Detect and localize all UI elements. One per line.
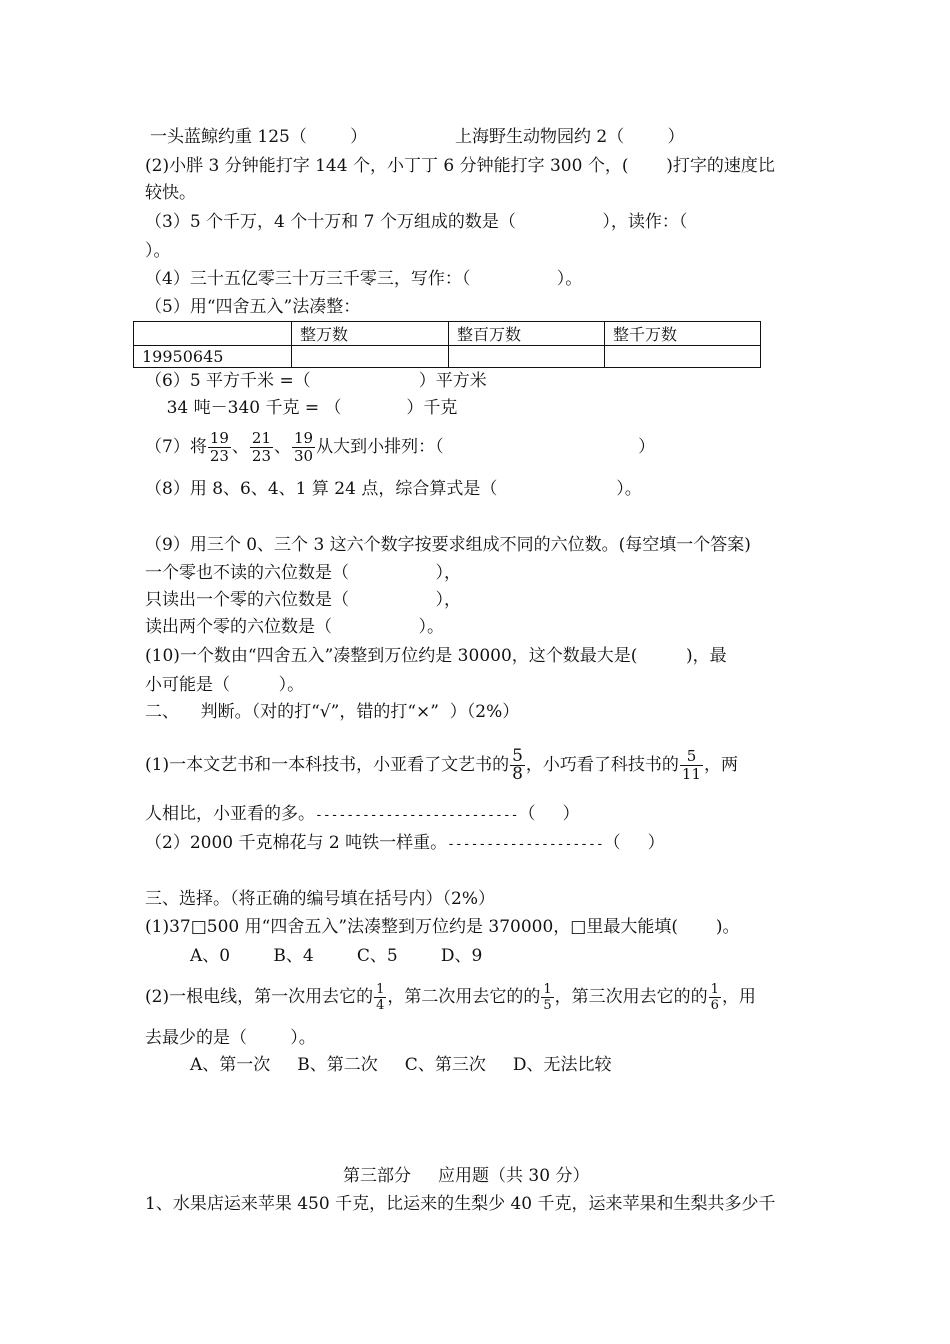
denominator: 4 (376, 998, 385, 1013)
dash-leader: -------------------------- (315, 808, 519, 823)
table-header-cell: 整万数 (292, 322, 449, 346)
denominator: 11 (681, 765, 702, 783)
c2-line2: 去最少的是（ ）。 (145, 1028, 316, 1048)
q9-c: 读出两个零的六位数是（ ）。 (145, 617, 444, 637)
table-cell (292, 346, 449, 368)
q5-line: （5）用“四舍五入”法凑整： (145, 297, 361, 317)
j1-prefix: (1)一本文艺书和一本科技书，小亚看了文艺书的 (145, 755, 510, 775)
denominator: 30 (294, 447, 314, 465)
part-3-heading: 第三部分 应用题（共 30 分） (343, 1166, 590, 1186)
q6-line1: （6）5 平方千米 =（ ）平方米 (145, 371, 487, 391)
table-header-row (134, 322, 761, 346)
separator: 、 (231, 437, 249, 457)
j1-suffix: ，两 (704, 755, 739, 775)
numerator: 5 (512, 746, 523, 766)
c2-line1 (145, 975, 756, 1019)
q10-line1: (10)一个数由“四舍五入”凑整到万位约是 30000，这个数最大是( )，最 (145, 646, 727, 666)
c2-middle-1: ，第二次用去它的的 (387, 987, 541, 1007)
answer-bracket: （ ） (603, 833, 665, 853)
fraction-21-23 (250, 430, 273, 465)
answer-bracket: （ ） (518, 804, 580, 824)
fraction-5-11 (680, 748, 703, 783)
q7-prefix: （7）将 (145, 437, 207, 457)
q7-suffix: 从大到小排列：（ ） (316, 437, 656, 457)
q10-line2: 小可能是（ ）。 (145, 675, 305, 695)
numerator: 21 (251, 429, 272, 447)
a1-line: 1、水果店运来苹果 450 千克，比运来的生梨少 40 千克，运来苹果和生梨共多少千 (145, 1194, 776, 1214)
table-header-cell (134, 322, 292, 346)
j1-middle: ，小巧看了科技书的 (525, 755, 679, 775)
numerator: 1 (543, 982, 552, 997)
denominator: 6 (710, 998, 719, 1013)
j2-line (145, 832, 665, 856)
table-cell: 19950645 (134, 346, 292, 368)
q9-line: （9）用三个 0、三个 3 这六个数字按要求组成不同的六位数。(每空填一个答案) (145, 535, 751, 555)
section-2-heading: 二、 判断。（对的打“√”，错的打“×” ）（2%） (145, 702, 520, 722)
denominator: 5 (543, 998, 552, 1013)
q2-line2: 较快。 (145, 183, 196, 203)
fraction-1-6 (709, 982, 721, 1013)
q3-line2: ）。 (145, 241, 171, 261)
q1-blue-whale: 一头蓝鲸约重 125（ ） (150, 127, 368, 147)
q7-line (145, 427, 655, 467)
q9-a: 一个零也不读的六位数是（ ）， (145, 563, 461, 583)
j1-line1 (145, 735, 738, 795)
j1-text: 人相比，小亚看的多。 (145, 804, 315, 824)
table-header-cell: 整百万数 (449, 322, 605, 346)
separator: 、 (274, 437, 292, 457)
denominator: 23 (251, 447, 272, 465)
q8-line: （8）用 8、6、4、1 算 24 点，综合算式是（ ）。 (145, 479, 642, 499)
q4-line: （4）三十五亿零三十万三千零三，写作：（ ）。 (145, 269, 583, 289)
q1-zoo: 上海野生动物园约 2（ ） (455, 127, 685, 147)
numerator: 5 (680, 748, 703, 766)
c1-line: (1)37□500 用“四舍五入”法凑整到万位约是 370000，□里最大能填( )。 (145, 917, 740, 937)
q3-line1: （3）5 个千万，4 个十万和 7 个万组成的数是（ ），读作：（ (145, 212, 688, 232)
j1-line2 (145, 803, 580, 827)
c1-options: A、0 B、4 C、5 D、9 (190, 946, 483, 966)
c2-prefix: (2)一根电线，第一次用去它的 (145, 987, 374, 1007)
c2-options: A、第一次 B、第二次 C、第三次 D、无法比较 (190, 1055, 612, 1075)
denominator: 8 (512, 764, 523, 784)
fraction-19-23 (208, 430, 231, 465)
table-cell (449, 346, 605, 368)
numerator: 19 (294, 429, 314, 447)
numerator: 1 (376, 982, 385, 997)
q2-line1: (2)小胖 3 分钟能打字 144 个，小丁丁 6 分钟能打字 300 个，( )打字的速度比 (145, 156, 775, 176)
c2-suffix: ，用 (721, 987, 756, 1007)
j2-text: （2）2000 千克棉花与 2 吨铁一样重。 (145, 833, 448, 853)
c2-middle-2: ，第三次用去它的的 (554, 987, 708, 1007)
table-header-cell: 整千万数 (605, 322, 761, 346)
section-3-heading: 三、选择。（将正确的编号填在括号内）（2%） (145, 889, 495, 909)
fraction-5-8 (510, 748, 525, 783)
table-row (134, 346, 761, 368)
numerator: 19 (209, 429, 229, 447)
q9-b: 只读出一个零的六位数是（ ）， (145, 590, 461, 610)
rounding-table (133, 321, 761, 368)
denominator: 23 (209, 447, 229, 465)
fraction-19-30 (292, 430, 315, 465)
fraction-1-4 (374, 982, 386, 1013)
numerator: 1 (710, 982, 719, 997)
dash-leader: -------------------- (447, 837, 604, 852)
fraction-1-5 (541, 982, 553, 1013)
table-cell (605, 346, 761, 368)
q6-line2: 34 吨－340 千克 = （ ）千克 (145, 398, 458, 418)
